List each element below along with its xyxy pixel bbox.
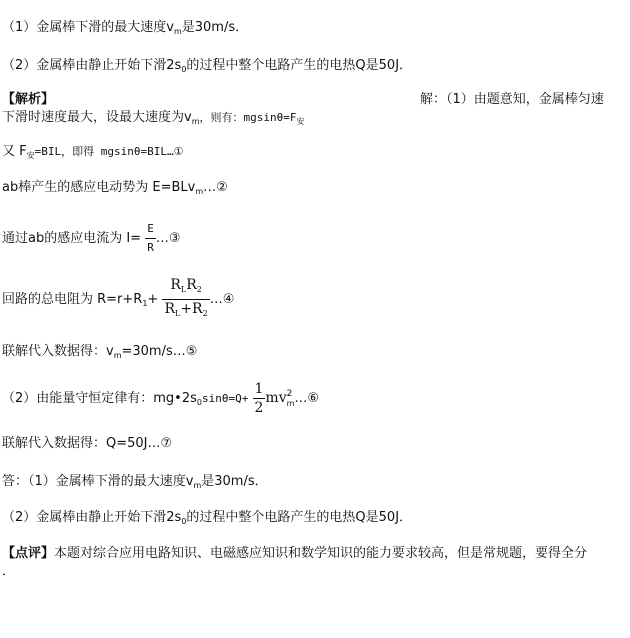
comment-text: 本题对综合应用电路知识、电磁感应知识和数学知识的能力要求较高，但是常规题，要得全分 <box>54 546 588 561</box>
final-answer-2: （2）金属棒由静止开始下滑$2s_0$的过程中整个电路产生的电热Q是50J． <box>2 510 413 526</box>
analysis-intro-right: 解：（1）由题意知，金属棒匀速 <box>420 92 604 107</box>
final-answer-1: 答：（1）金属棒下滑的最大速度$v_m$是30m/s． <box>2 474 268 490</box>
answer-line-1: （1）金属棒下滑的最大速度$v_m$是30m/s． <box>2 20 249 36</box>
answer-line-2: （2）金属棒由静止开始下滑$2s_0$的过程中整个电路产生的电热Q是50J． <box>2 58 413 74</box>
analysis-heading: 【解析】 <box>2 92 55 107</box>
equation-6: （2）由能量守恒定律有：$mg•2s_0\sin\theta=Q+$ $\frac{1}{2}$ mv 2 m …⑥ <box>2 381 320 416</box>
equation-5: 联解代入数据得：$v_m=30m/s\dots ⑤$ <box>2 344 198 360</box>
equation-7: 联解代入数据得：Q=50J…⑦ <box>2 436 173 451</box>
equation-1: 又 $F_安=BIL$，即得 mgsinθ=BIL…① <box>2 144 184 160</box>
fraction-e-over-r: $\frac{E}{R}$ <box>145 220 156 257</box>
equation-4: 回路的总电阻为 $R=r+R_1+$ $\frac{R_LR_2}{R_L+R_2}$ …④ <box>2 276 234 323</box>
comment-heading: 【点评】 <box>2 546 55 561</box>
fraction-one-half: $\frac{1}{2}$ <box>254 381 264 416</box>
fraction-parallel-resistance: $\frac{R_LR_2}{R_L+R_2}$ <box>162 276 209 323</box>
comment-line <box>2 546 587 562</box>
equation-2: ab棒产生的感应电动势为 E=BLv$_m$…② <box>2 180 228 196</box>
equation-3: 通过ab的感应电流为 I= $\frac{E}{R}$ …③ <box>2 220 181 257</box>
analysis-line-2: 下滑时速度最大，设最大速度为$v_m$，则有：$mgsin\theta=F_安$ <box>2 110 305 126</box>
comment-end: ． <box>2 564 16 579</box>
